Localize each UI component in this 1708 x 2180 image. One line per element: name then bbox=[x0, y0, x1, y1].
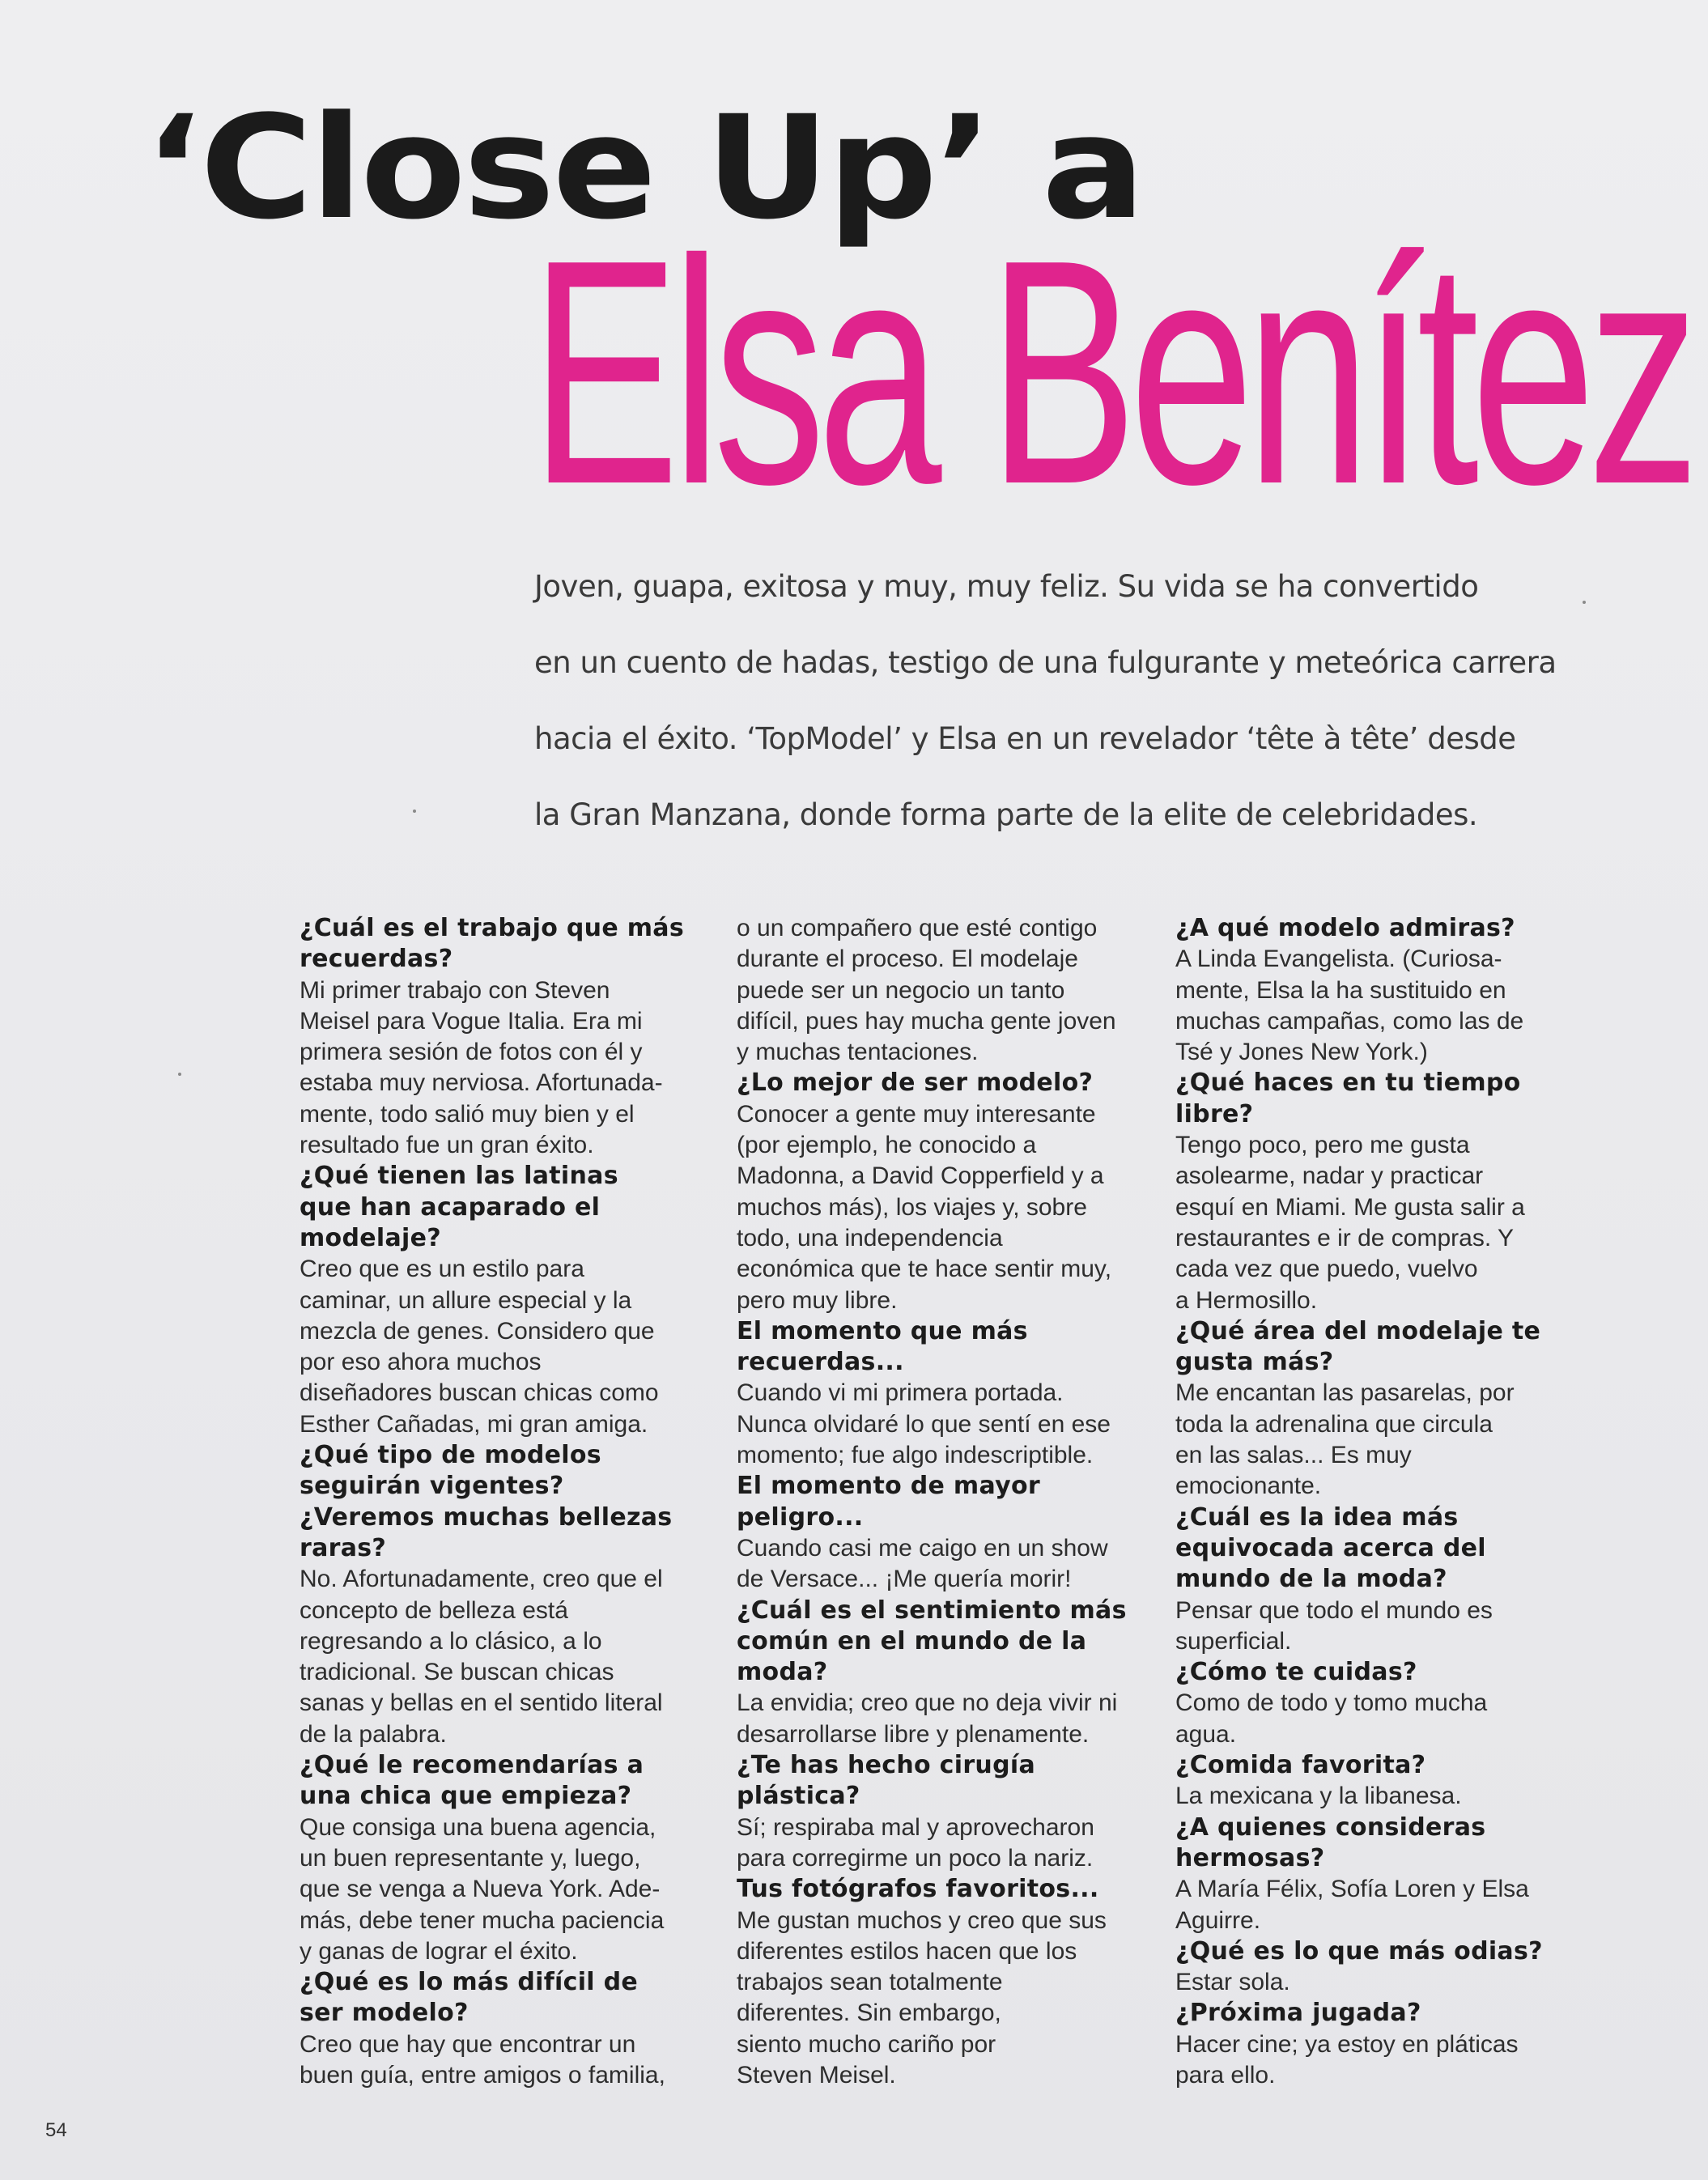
interview-answer-line: (por ejemplo, he conocido a bbox=[737, 1132, 1037, 1159]
interview-column-2 bbox=[737, 913, 1141, 2091]
interview-answer-line: esquí en Miami. Me gusta salir a bbox=[1175, 1193, 1525, 1221]
interview-answer-line: de la palabra. bbox=[300, 1720, 447, 1748]
interview-answer-line: Creo que hay que encontrar un bbox=[300, 2030, 636, 2058]
interview-question-line: ¿Lo mejor de ser modelo? bbox=[737, 1069, 1094, 1098]
interview-answer-line: Creo que es un estilo para bbox=[300, 1256, 584, 1283]
interview-answer-line: asolearme, nadar y practicar bbox=[1175, 1162, 1484, 1190]
interview-question-line: ¿Próxima jugada? bbox=[1175, 1999, 1421, 2028]
interview-answer-line: mezcla de genes. Considero que bbox=[300, 1317, 655, 1345]
interview-question-line: modelaje? bbox=[300, 1223, 441, 1252]
interview-answer-line: superficial. bbox=[1175, 1627, 1292, 1655]
interview-answer-line: momento; fue algo indescriptible. bbox=[737, 1442, 1094, 1469]
interview-answer-line: regresando a lo clásico, a lo bbox=[300, 1627, 602, 1655]
interview-answer-line: a Hermosillo. bbox=[1175, 1286, 1318, 1314]
intro-line: en un cuento de hadas, testigo de una fulgurante y meteórica carrera bbox=[534, 645, 1557, 680]
interview-question-line: ¿Qué área del modelaje te bbox=[1175, 1316, 1541, 1345]
interview-column-3 bbox=[1175, 913, 1580, 2091]
interview-answer-line: Que consiga una buena agencia, bbox=[300, 1813, 656, 1841]
interview-answer-line: cada vez que puedo, vuelvo bbox=[1175, 1256, 1478, 1283]
interview-answer-line: Steven Meisel. bbox=[737, 2061, 896, 2089]
interview-answer-line: de Versace... ¡Me quería morir! bbox=[737, 1566, 1072, 1593]
headline-close-up: ‘Close Up’ a bbox=[144, 85, 1143, 251]
interview-answer-line: toda la adrenalina que circula bbox=[1175, 1410, 1493, 1438]
interview-question-line: una chica que empieza? bbox=[300, 1782, 632, 1811]
interview-answer-line: o un compañero que esté contigo bbox=[737, 915, 1098, 941]
intro-line: Joven, guapa, exitosa y muy, muy feliz. Su vida se ha convertido bbox=[534, 569, 1479, 604]
interview-answer-line: resultado fue un gran éxito. bbox=[300, 1132, 594, 1159]
interview-answer-line: Esther Cañadas, mi gran amiga. bbox=[300, 1410, 648, 1438]
interview-question-line: Tus fotógrafos favoritos... bbox=[737, 1875, 1099, 1904]
interview-answer-line: Tsé y Jones New York.) bbox=[1175, 1039, 1428, 1066]
interview-answer-line: diferentes estilos hacen que los bbox=[737, 1937, 1077, 1965]
interview-answer-line: muchos más), los viajes y, sobre bbox=[737, 1193, 1087, 1221]
interview-answer-line: No. Afortunadamente, creo que el bbox=[300, 1566, 663, 1593]
interview-answer-line: Sí; respiraba mal y aprovecharon bbox=[737, 1813, 1094, 1841]
interview-answer-line: sanas y bellas en el sentido literal bbox=[300, 1689, 663, 1717]
interview-question-line: ¿Qué es lo más difícil de bbox=[300, 1968, 639, 1997]
intro-line: hacia el éxito. ‘TopModel’ y Elsa en un revelador ‘tête à tête’ desde bbox=[534, 721, 1516, 756]
interview-question-line: gusta más? bbox=[1175, 1348, 1334, 1377]
interview-answer-line: pero muy libre. bbox=[737, 1286, 898, 1314]
interview-answer-line: Me gustan muchos y creo que sus bbox=[737, 1906, 1107, 1934]
interview-answer-line: A Linda Evangelista. (Curiosa- bbox=[1175, 946, 1502, 973]
interview-answer-line: tradicional. Se buscan chicas bbox=[300, 1659, 614, 1686]
interview-answer-line: en las salas... Es muy bbox=[1175, 1442, 1412, 1469]
headline-name: Elsa Benítez bbox=[530, 193, 1692, 550]
interview-answer-line: difícil, pues hay mucha gente joven bbox=[737, 1007, 1116, 1035]
interview-answer-line: restaurantes e ir de compras. Y bbox=[1175, 1224, 1514, 1251]
interview-answer-line: primera sesión de fotos con él y bbox=[300, 1039, 643, 1066]
interview-answer-line: que se venga a Nueva York. Ade- bbox=[300, 1876, 661, 1903]
interview-question-line: ¿Cuál es el trabajo que más bbox=[300, 914, 684, 942]
interview-answer-line: mente, Elsa la ha sustituido en bbox=[1175, 976, 1506, 1004]
interview-column-1 bbox=[300, 913, 704, 2091]
interview-question-line: ¿Cómo te cuidas? bbox=[1175, 1658, 1417, 1687]
interview-answer-line: un buen representante y, luego, bbox=[300, 1844, 641, 1872]
interview-answer-line: Pensar que todo el mundo es bbox=[1175, 1596, 1493, 1624]
interview-answer-line: mente, todo salió muy bien y el bbox=[300, 1100, 635, 1128]
interview-question-line: peligro... bbox=[737, 1502, 864, 1532]
interview-question-line: El momento de mayor bbox=[737, 1472, 1040, 1501]
interview-question-line: ¿Qué es lo que más odias? bbox=[1175, 1936, 1543, 1965]
interview-question-line: recuerdas? bbox=[300, 945, 453, 974]
page-number: 54 bbox=[45, 2119, 67, 2141]
interview-question-line: que han acaparado el bbox=[300, 1192, 601, 1222]
interview-answer-line: diferentes. Sin embargo, bbox=[737, 1999, 1001, 2027]
interview-answer-line: y muchas tentaciones. bbox=[737, 1039, 979, 1066]
interview-question-line: ¿Qué tipo de modelos bbox=[300, 1441, 601, 1470]
interview-answer-line: Tengo poco, pero me gusta bbox=[1175, 1132, 1470, 1159]
interview-answer-line: buen guía, entre amigos o familia, bbox=[300, 2061, 665, 2089]
interview-question-line: raras? bbox=[300, 1533, 387, 1562]
interview-answer-line: y ganas de lograr el éxito. bbox=[300, 1937, 578, 1965]
interview-question-line: ¿Cuál es el sentimiento más bbox=[737, 1596, 1127, 1625]
interview-answer-line: Meisel para Vogue Italia. Era mi bbox=[300, 1007, 643, 1035]
interview-question-line: recuerdas... bbox=[737, 1348, 904, 1377]
scan-speck bbox=[413, 810, 416, 813]
interview-answer-line: para ello. bbox=[1175, 2061, 1276, 2089]
interview-question-line: ¿Cuál es la idea más bbox=[1175, 1502, 1459, 1532]
interview-answer-line: Cuando casi me caigo en un show bbox=[737, 1534, 1108, 1562]
scan-speck bbox=[1583, 601, 1586, 604]
interview-question-line: común en el mundo de la bbox=[737, 1626, 1087, 1655]
interview-answer-line: agua. bbox=[1175, 1720, 1237, 1748]
interview-answer-line: Mi primer trabajo con Steven bbox=[300, 976, 610, 1004]
interview-question-line: moda? bbox=[737, 1658, 828, 1687]
interview-answer-line: Me encantan las pasarelas, por bbox=[1175, 1379, 1515, 1407]
interview-answer-line: puede ser un negocio un tanto bbox=[737, 976, 1065, 1004]
interview-question-line: plástica? bbox=[737, 1782, 860, 1811]
interview-answer-line: todo, una independencia bbox=[737, 1224, 1003, 1251]
intro-paragraph bbox=[534, 549, 1578, 853]
interview-question-line: ¿Te has hecho cirugía bbox=[737, 1751, 1035, 1780]
interview-answer-line: Hacer cine; ya estoy en pláticas bbox=[1175, 2030, 1519, 2058]
interview-answer-line: trabajos sean totalmente bbox=[737, 1969, 1003, 1996]
interview-question-line: seguirán vigentes? bbox=[300, 1472, 564, 1501]
interview-question-line: hermosas? bbox=[1175, 1843, 1325, 1872]
interview-answer-line: diseñadores buscan chicas como bbox=[300, 1379, 659, 1407]
intro-line: la Gran Manzana, donde forma parte de la elite de celebridades. bbox=[534, 797, 1478, 832]
interview-answer-line: durante el proceso. El modelaje bbox=[737, 946, 1078, 973]
interview-question-line: ¿Qué tienen las latinas bbox=[300, 1162, 618, 1191]
interview-question-line: El momento que más bbox=[737, 1316, 1028, 1345]
interview-answer-line: La mexicana y la libanesa. bbox=[1175, 1783, 1462, 1810]
interview-answer-line: caminar, un allure especial y la bbox=[300, 1286, 632, 1314]
interview-answer-line: por eso ahora muchos bbox=[300, 1349, 542, 1376]
interview-answer-line: Madonna, a David Copperfield y a bbox=[737, 1162, 1104, 1190]
interview-question-line: ¿Qué haces en tu tiempo bbox=[1175, 1069, 1521, 1098]
interview-answer-line: más, debe tener mucha paciencia bbox=[300, 1906, 665, 1934]
interview-answer-line: A María Félix, Sofía Loren y Elsa bbox=[1175, 1876, 1529, 1903]
interview-answer-line: siento mucho cariño por bbox=[737, 2030, 996, 2058]
interview-question-line: ¿Veremos muchas bellezas bbox=[300, 1502, 673, 1532]
interview-answer-line: Como de todo y tomo mucha bbox=[1175, 1689, 1488, 1717]
interview-question-line: mundo de la moda? bbox=[1175, 1565, 1447, 1594]
interview-answer-line: muchas campañas, como las de bbox=[1175, 1007, 1524, 1035]
interview-question-line: ser modelo? bbox=[300, 1999, 469, 2028]
interview-question-line: ¿Comida favorita? bbox=[1175, 1751, 1426, 1780]
interview-answer-line: Conocer a gente muy interesante bbox=[737, 1100, 1096, 1128]
interview-question-line: ¿A qué modelo admiras? bbox=[1175, 914, 1515, 942]
interview-answer-line: Nunca olvidaré lo que sentí en ese bbox=[737, 1410, 1111, 1438]
interview-answer-line: Aguirre. bbox=[1175, 1906, 1261, 1934]
interview-answer-line: emocionante. bbox=[1175, 1472, 1322, 1500]
interview-answer-line: estaba muy nerviosa. Afortunada- bbox=[300, 1069, 663, 1097]
scan-speck bbox=[178, 1073, 181, 1076]
interview-answer-line: concepto de belleza está bbox=[300, 1596, 568, 1624]
interview-answer-line: económica que te hace sentir muy, bbox=[737, 1256, 1112, 1283]
interview-question-line: ¿A quienes consideras bbox=[1175, 1812, 1486, 1842]
interview-question-line: ¿Qué le recomendarías a bbox=[300, 1751, 644, 1780]
interview-question-line: equivocada acerca del bbox=[1175, 1533, 1486, 1562]
interview-answer-line: Cuando vi mi primera portada. bbox=[737, 1379, 1064, 1407]
interview-question-line: libre? bbox=[1175, 1099, 1254, 1128]
interview-answer-line: desarrollarse libre y plenamente. bbox=[737, 1720, 1090, 1748]
interview-answer-line: para corregirme un poco la nariz. bbox=[737, 1844, 1094, 1872]
interview-answer-line: Estar sola. bbox=[1175, 1969, 1290, 1996]
interview-answer-line: La envidia; creo que no deja vivir ni bbox=[737, 1689, 1118, 1717]
